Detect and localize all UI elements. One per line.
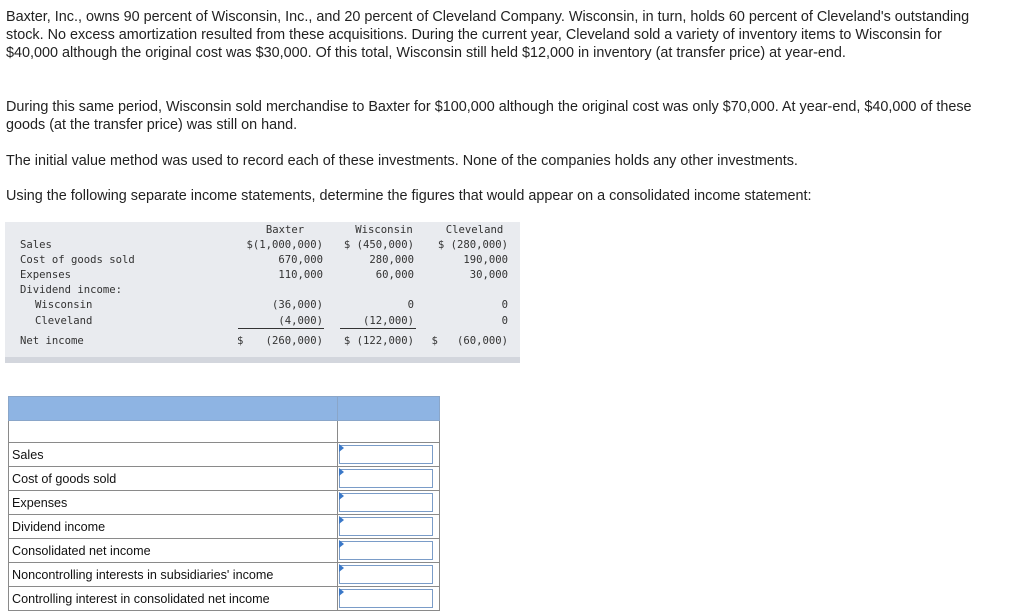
noncontrolling-input-cell[interactable] xyxy=(338,563,440,587)
row-label: Cleveland xyxy=(35,315,93,327)
row-label: Expenses xyxy=(20,269,72,281)
baxter-net-income: (260,000) xyxy=(265,335,323,347)
baxter-sales: $(1,000,000) xyxy=(246,239,323,251)
cleveland-div-wisconsin: 0 xyxy=(501,299,508,311)
income-statements xyxy=(5,222,520,363)
answer-row-consolidated-net-income xyxy=(9,539,440,563)
cogs-input[interactable] xyxy=(339,469,433,488)
input-flag-icon xyxy=(339,492,344,500)
statement-row-div-wisconsin xyxy=(5,299,520,314)
wisconsin-sales: $ (450,000) xyxy=(343,239,414,251)
input-flag-icon xyxy=(339,468,344,476)
consolidated-answer-table xyxy=(8,396,440,611)
header-baxter: Baxter xyxy=(265,224,305,236)
problem-paragraph-2: During this same period, Wisconsin sold merchandise to Baxter for $100,000 although the original cost was only $70,000. At year-end, $40,000 of these goods (at the transfer price) was still on hand. xyxy=(6,99,972,133)
answer-label-controlling: Controlling interest in consolidated net income xyxy=(9,587,338,611)
statement-header-row xyxy=(5,224,520,239)
row-label: Wisconsin xyxy=(35,299,93,311)
sales-input-cell[interactable] xyxy=(338,443,440,467)
wisconsin-expenses: 60,000 xyxy=(375,269,414,281)
statement-row-sales xyxy=(5,239,520,254)
row-label: Dividend income: xyxy=(20,284,123,296)
answer-spacer-row xyxy=(9,421,440,443)
wisconsin-net-income: $ (122,000) xyxy=(343,335,414,347)
input-flag-icon xyxy=(339,588,344,596)
answer-label-consolidated-net-income: Consolidated net income xyxy=(9,539,338,563)
cogs-input-cell[interactable] xyxy=(338,467,440,491)
wisconsin-cogs: 280,000 xyxy=(369,254,414,266)
baxter-expenses: 110,000 xyxy=(278,269,323,281)
answer-spacer-value xyxy=(338,421,440,443)
input-flag-icon xyxy=(339,564,344,572)
answer-row-noncontrolling xyxy=(9,563,440,587)
answer-label-dividend-income: Dividend income xyxy=(9,515,338,539)
baxter-div-wisconsin: (36,000) xyxy=(271,299,323,311)
statement-row-cogs xyxy=(5,254,520,269)
answer-row-expenses xyxy=(9,491,440,515)
row-label: Net income xyxy=(20,335,84,347)
header-wisconsin: Wisconsin xyxy=(355,224,413,236)
statement-row-dividend-income xyxy=(5,284,520,299)
cleveland-div-cleveland: 0 xyxy=(501,315,508,327)
baxter-div-cleveland: (4,000) xyxy=(278,315,323,327)
expenses-input-cell[interactable] xyxy=(338,491,440,515)
answer-header-value xyxy=(338,397,440,421)
answer-label-noncontrolling: Noncontrolling interests in subsidiaries' income xyxy=(9,563,338,587)
wisconsin-div-cleveland: (12,000) xyxy=(362,315,414,327)
answer-header-label xyxy=(9,397,338,421)
answer-header-row xyxy=(9,397,440,421)
problem-paragraph-4: Using the following separate income statements, determine the figures that would appear on a consolidated income statement: xyxy=(6,188,812,204)
input-flag-icon xyxy=(339,516,344,524)
answer-row-dividend-income xyxy=(9,515,440,539)
answer-row-sales xyxy=(9,443,440,467)
row-label: Cost of goods sold xyxy=(20,254,135,266)
subtotal-rule-wisconsin xyxy=(340,328,416,329)
answer-row-cogs xyxy=(9,467,440,491)
row-label: Sales xyxy=(20,239,52,251)
noncontrolling-input[interactable] xyxy=(339,565,433,584)
expenses-input[interactable] xyxy=(339,493,433,512)
header-cleveland: Cleveland xyxy=(445,224,504,236)
statement-row-expenses xyxy=(5,269,520,284)
consolidated-net-income-input-cell[interactable] xyxy=(338,539,440,563)
wisconsin-div-wisconsin: 0 xyxy=(407,299,414,311)
problem-paragraph-1: Baxter, Inc., owns 90 percent of Wisconsin, Inc., and 20 percent of Cleveland Company. Wisconsin, in turn, holds 60 percent of Cleveland's outstanding stock. No excess amortization resulted from these acquisitions. During the current year, Cleveland sold a variety of inventory items to Wisconsin for $40,000 although the original cost was $30,000. Of this total, Wisconsin still held $12,000 in inventory (at transfer price) at year-end. xyxy=(6,9,970,61)
answer-label-sales: Sales xyxy=(9,443,338,467)
dividend-income-input[interactable] xyxy=(339,517,433,536)
cleveland-cogs: 190,000 xyxy=(463,254,508,266)
baxter-dollar-sign: $ xyxy=(237,335,244,347)
answer-spacer-label xyxy=(9,421,338,443)
sales-input[interactable] xyxy=(339,445,433,464)
problem-paragraph-3: The initial value method was used to record each of these investments. None of the companies holds any other investments. xyxy=(6,153,798,169)
answer-label-cogs: Cost of goods sold xyxy=(9,467,338,491)
cleveland-expenses: 30,000 xyxy=(469,269,508,281)
dividend-income-input-cell[interactable] xyxy=(338,515,440,539)
input-flag-icon xyxy=(339,444,344,452)
answer-label-expenses: Expenses xyxy=(9,491,338,515)
cleveland-sales: $ (280,000) xyxy=(437,239,508,251)
consolidated-net-income-input[interactable] xyxy=(339,541,433,560)
statement-row-net-income xyxy=(5,335,520,350)
subtotal-rule-baxter xyxy=(238,328,324,329)
cleveland-net-income: $ (60,000) xyxy=(431,335,508,347)
input-flag-icon xyxy=(339,540,344,548)
baxter-cogs: 670,000 xyxy=(278,254,323,266)
